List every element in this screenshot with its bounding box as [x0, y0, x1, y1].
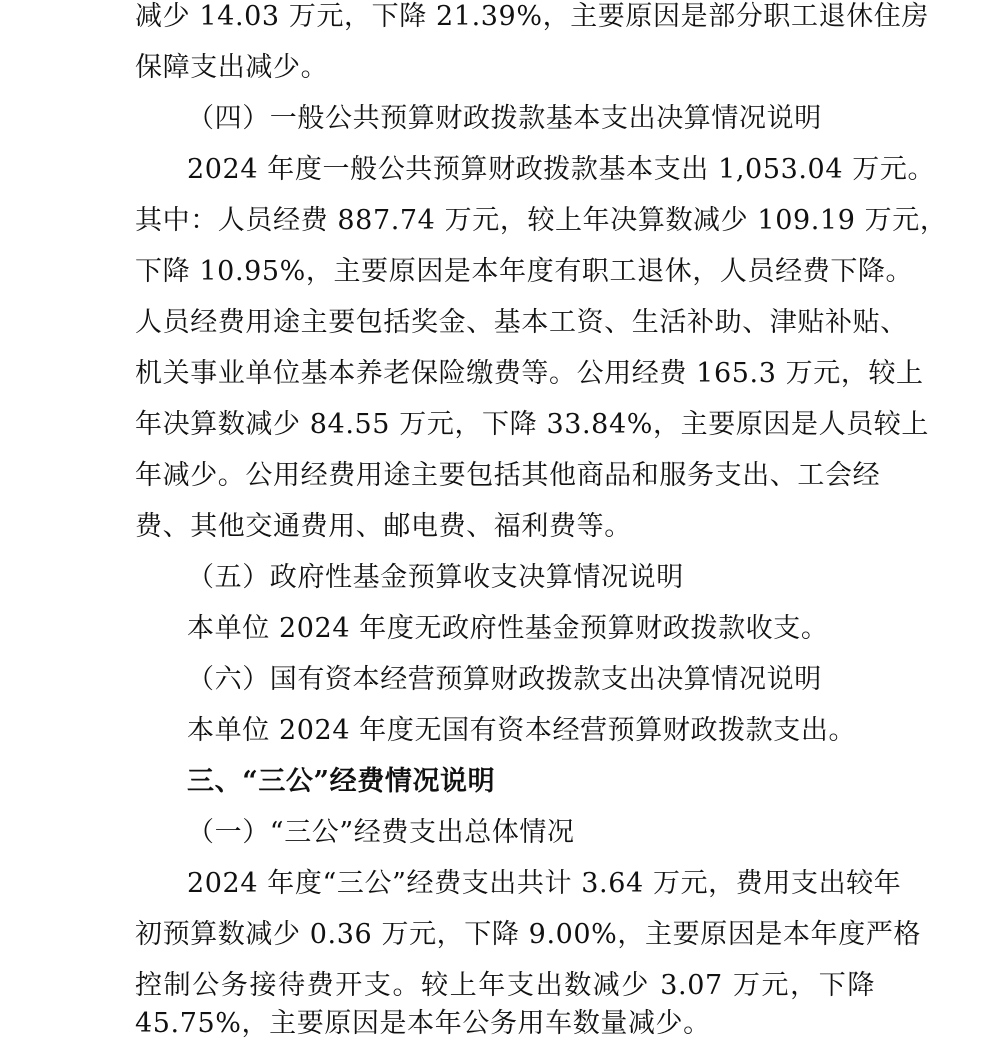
- paragraph-line-7: 机关事业单位基本养老保险缴费等。公用经费 165.3 万元，较上: [135, 358, 924, 389]
- subsection-heading-1: （一）“三公”经费支出总体情况: [187, 817, 575, 848]
- paragraph-line-9: 年减少。公用经费用途主要包括其他商品和服务支出、工会经: [135, 460, 881, 491]
- paragraph-line-11: 本单位 2024 年度无政府性基金预算财政拨款收支。: [187, 613, 829, 644]
- paragraph-line-4: 其中：人员经费 887.74 万元，较上年决算数减少 109.19 万元，: [135, 205, 948, 236]
- paragraph-line-12: 本单位 2024 年度无国有资本经营预算财政拨款支出。: [187, 715, 857, 746]
- section-heading-4: （四）一般公共预算财政拨款基本支出决算情况说明: [187, 103, 822, 134]
- paragraph-line-6: 人员经费用途主要包括奖金、基本工资、生活补助、津贴补贴、: [135, 307, 908, 338]
- paragraph-line-15: 控制公务接待费开支。较上年支出数减少 3.07 万元，下降: [135, 970, 875, 1001]
- paragraph-line-14: 初预算数减少 0.36 万元，下降 9.00%，主要原因是本年度严格: [135, 919, 922, 950]
- paragraph-line-5: 下降 10.95%，主要原因是本年度有职工退休，人员经费下降。: [135, 256, 914, 287]
- paragraph-line-16: 45.75%，主要原因是本年公务用车数量减少。: [135, 1008, 711, 1039]
- paragraph-line-3: 2024 年度一般公共预算财政拨款基本支出 1,053.04 万元。: [187, 154, 936, 185]
- section-heading-5: （五）政府性基金预算收支决算情况说明: [187, 562, 684, 593]
- paragraph-line-2: 保障支出减少。: [135, 52, 329, 83]
- paragraph-line-8: 年决算数减少 84.55 万元，下降 33.84%，主要原因是人员较上: [135, 409, 929, 440]
- section-heading-6: （六）国有资本经营预算财政拨款支出决算情况说明: [187, 664, 822, 695]
- paragraph-line-1: 减少 14.03 万元，下降 21.39%，主要原因是部分职工退休住房: [135, 1, 929, 32]
- chapter-heading-3: 三、“三公”经费情况说明: [187, 766, 496, 797]
- paragraph-line-13: 2024 年度“三公”经费支出共计 3.64 万元，费用支出较年: [187, 868, 902, 899]
- paragraph-line-10: 费、其他交通费用、邮电费、福利费等。: [135, 511, 632, 542]
